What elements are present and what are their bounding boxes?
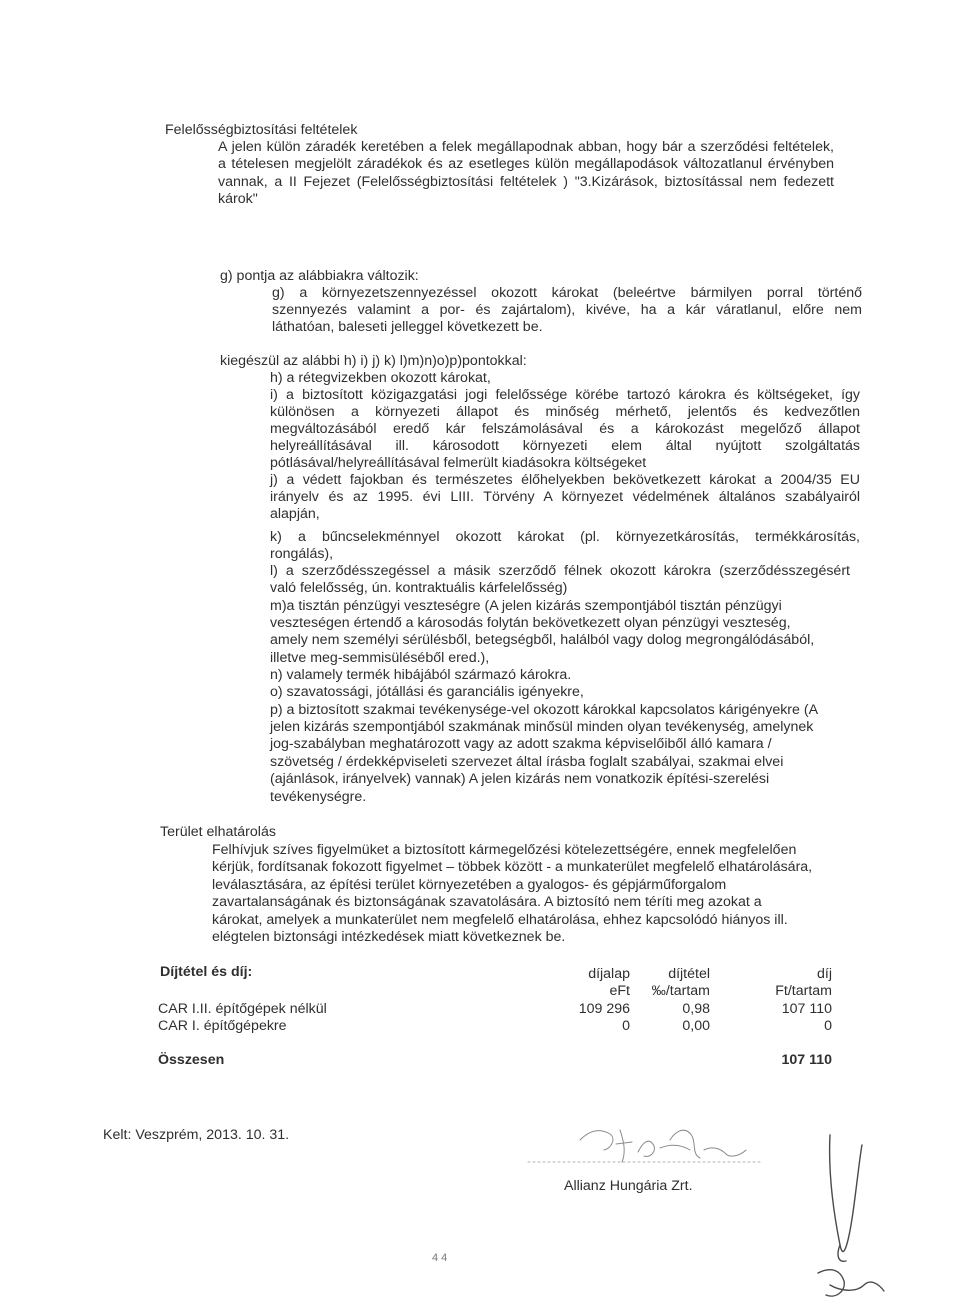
item-line: alapján, [270, 506, 320, 522]
item-line: l) a szerződésszegéssel a másik szerződő félnek okozott károkra (szerződésszegésért [270, 563, 850, 579]
item-line: megváltozásából eredő kár felszámolásával és a károkozást megelőző állapot [270, 421, 860, 437]
company-signature-icon [520, 1100, 780, 1180]
intro-line: a tételesen megjelölt záradékok és az esetleges külön megállapodások változatlanul érvényben [218, 156, 834, 172]
col-header-base: díjalap [588, 966, 630, 982]
col-header-fee-unit: Ft/tartam [775, 983, 832, 999]
row-base: 0 [622, 1018, 630, 1034]
col-header-base-unit: eFt [609, 983, 630, 999]
col-header-rate-unit: ‰/tartam [651, 983, 710, 999]
total-label: Összesen [158, 1052, 225, 1068]
row-label: CAR I. építőgépekre [158, 1018, 287, 1034]
intro-line: A jelen külön záradék keretében a felek megállapodnak abban, hogy bár a szerződési feltételek, [218, 139, 834, 155]
intro-line: vannak, a II Fejezet (Felelősségbiztosítási feltételek ) "3.Kizárások, biztosítással nem fedezett [218, 174, 834, 190]
item-line: (ajánlások, irányelvek) vannak) A jelen kizárás nem vonatkozik építési-szerelési [270, 771, 770, 787]
item-line: j) a védett fajokban és természetes élőhelyekben bekövetkezett károkat a 2004/35 EU [270, 472, 860, 488]
supplement-intro: kiegészül az alábbi h) i) j) k) l)m)n)o)p)pontokkal: [220, 353, 527, 369]
col-header-fee: díj [817, 966, 832, 982]
handwritten-signature-icon [800, 1095, 890, 1305]
item-line: i) a biztosított közigazgatási jogi felelőssége körébe tartozó károkra és költségeket, így [270, 387, 860, 403]
item-line: tevékenységre. [270, 789, 367, 805]
area-line: zavartalanságának és biztonságának szavatolására. A biztosító nem téríti meg azokat a [212, 894, 762, 910]
area-line: kérjük, fordítsanak fokozott figyelmet – többek között - a munkaterület megfelelő elhatárolására, [212, 859, 813, 875]
row-label: CAR I.II. építőgépek nélkül [158, 1001, 327, 1017]
section-heading-area: Terület elhatárolás [160, 824, 276, 840]
item-line: helyreállításával ill. károsodott környezeti elem által nyújtott szolgáltatás [270, 438, 860, 454]
g-intro: g) pontja az alábbiakra változik: [220, 268, 419, 284]
row-rate: 0,00 [682, 1018, 710, 1034]
row-fee: 107 110 [781, 1001, 832, 1017]
area-line: Felhívjuk szíves figyelmüket a biztosított kármegelőzési kötelezettségére, ennek megfelelően [212, 842, 797, 858]
total-value: 107 110 [781, 1052, 832, 1068]
row-base: 109 296 [578, 1001, 630, 1017]
col-header-rate: díjtétel [668, 966, 710, 982]
area-line: károkat, amelyek a munkaterület nem megfelelő elhatárolása, ehhez kapcsolódó hiányos ill. [212, 912, 788, 928]
item-line: n) valamely termék hibájából származó károkra. [270, 667, 572, 683]
page-number: 4 4 [432, 1252, 448, 1264]
g-line: láthatóan, baleseti jelleggel következett be. [272, 319, 543, 335]
item-line: különösen a környezeti állapot és minőség mérhető, jelentős és kedvezőtlen [270, 404, 860, 420]
section-heading-liability: Felelősségbiztosítási feltételek [165, 122, 358, 138]
item-line: rongálás), [270, 546, 334, 562]
item-line: veszteségen értendő a károsodás folytán bekövetkezett olyan pénzügyi veszteség, [270, 615, 791, 631]
row-rate: 0,98 [682, 1001, 710, 1017]
item-line: jog-szabályban meghatározott vagy az adott szakma képviselőiből álló kamara / [270, 736, 772, 752]
item-line: h) a rétegvizekben okozott károkat, [270, 370, 491, 386]
item-line: p) a biztosított szakmai tevékenysége-vel okozott károkkal kapcsolatos kárigényekre (A [270, 702, 819, 718]
fees-heading: Díjtétel és díj: [160, 964, 253, 980]
item-line: k) a bűncselekménnyel okozott károkat (pl. környezetkárosítás, termékkárosítás, [270, 529, 860, 545]
area-line: leválasztására, az építési terület környezetében a gyalogos- és gépjárműforgalom [212, 877, 727, 893]
company-name: Allianz Hungária Zrt. [564, 1178, 693, 1194]
area-line: elégtelen biztonsági intézkedések miatt következnek be. [212, 929, 566, 945]
intro-line: károk" [218, 191, 258, 207]
item-line: illetve meg-semmisüléséből ered.), [270, 650, 490, 666]
g-line: g) a környezetszennyezéssel okozott károkat (beleértve bármilyen porral történő [272, 285, 862, 301]
place-date: Kelt: Veszprém, 2013. 10. 31. [103, 1127, 290, 1143]
item-line: való felelősség, ún. kontraktuális kárfelelősség) [270, 580, 568, 596]
g-line: szennyezés valamint a por- és zajártalom), kivéve, ha a kár váratlanul, előre nem [272, 302, 862, 318]
item-line: szövetség / érdekképviseleti szervezet által írásba foglalt szabályai, szakmai elvei [270, 754, 784, 770]
item-line: m)a tisztán pénzügyi veszteségre (A jelen kizárás szempontjából tisztán pénzügyi [270, 598, 782, 614]
item-line: pótlásával/helyreállításával felmerült kiadásokra költségeket [270, 455, 647, 471]
item-line: amely nem személyi sérülésből, betegségből, halálból vagy dolog megrongálódásából, [270, 632, 815, 648]
item-line: jelen kizárás szempontjából szakmának minősül minden olyan tevékenység, amelynek [270, 719, 814, 735]
item-line: o) szavatossági, jótállási és garanciális igényekre, [270, 684, 584, 700]
item-line: irányelv és az 1995. évi LIII. Törvény A környezet védelmének általános szabályairól [270, 489, 860, 505]
row-fee: 0 [824, 1018, 832, 1034]
